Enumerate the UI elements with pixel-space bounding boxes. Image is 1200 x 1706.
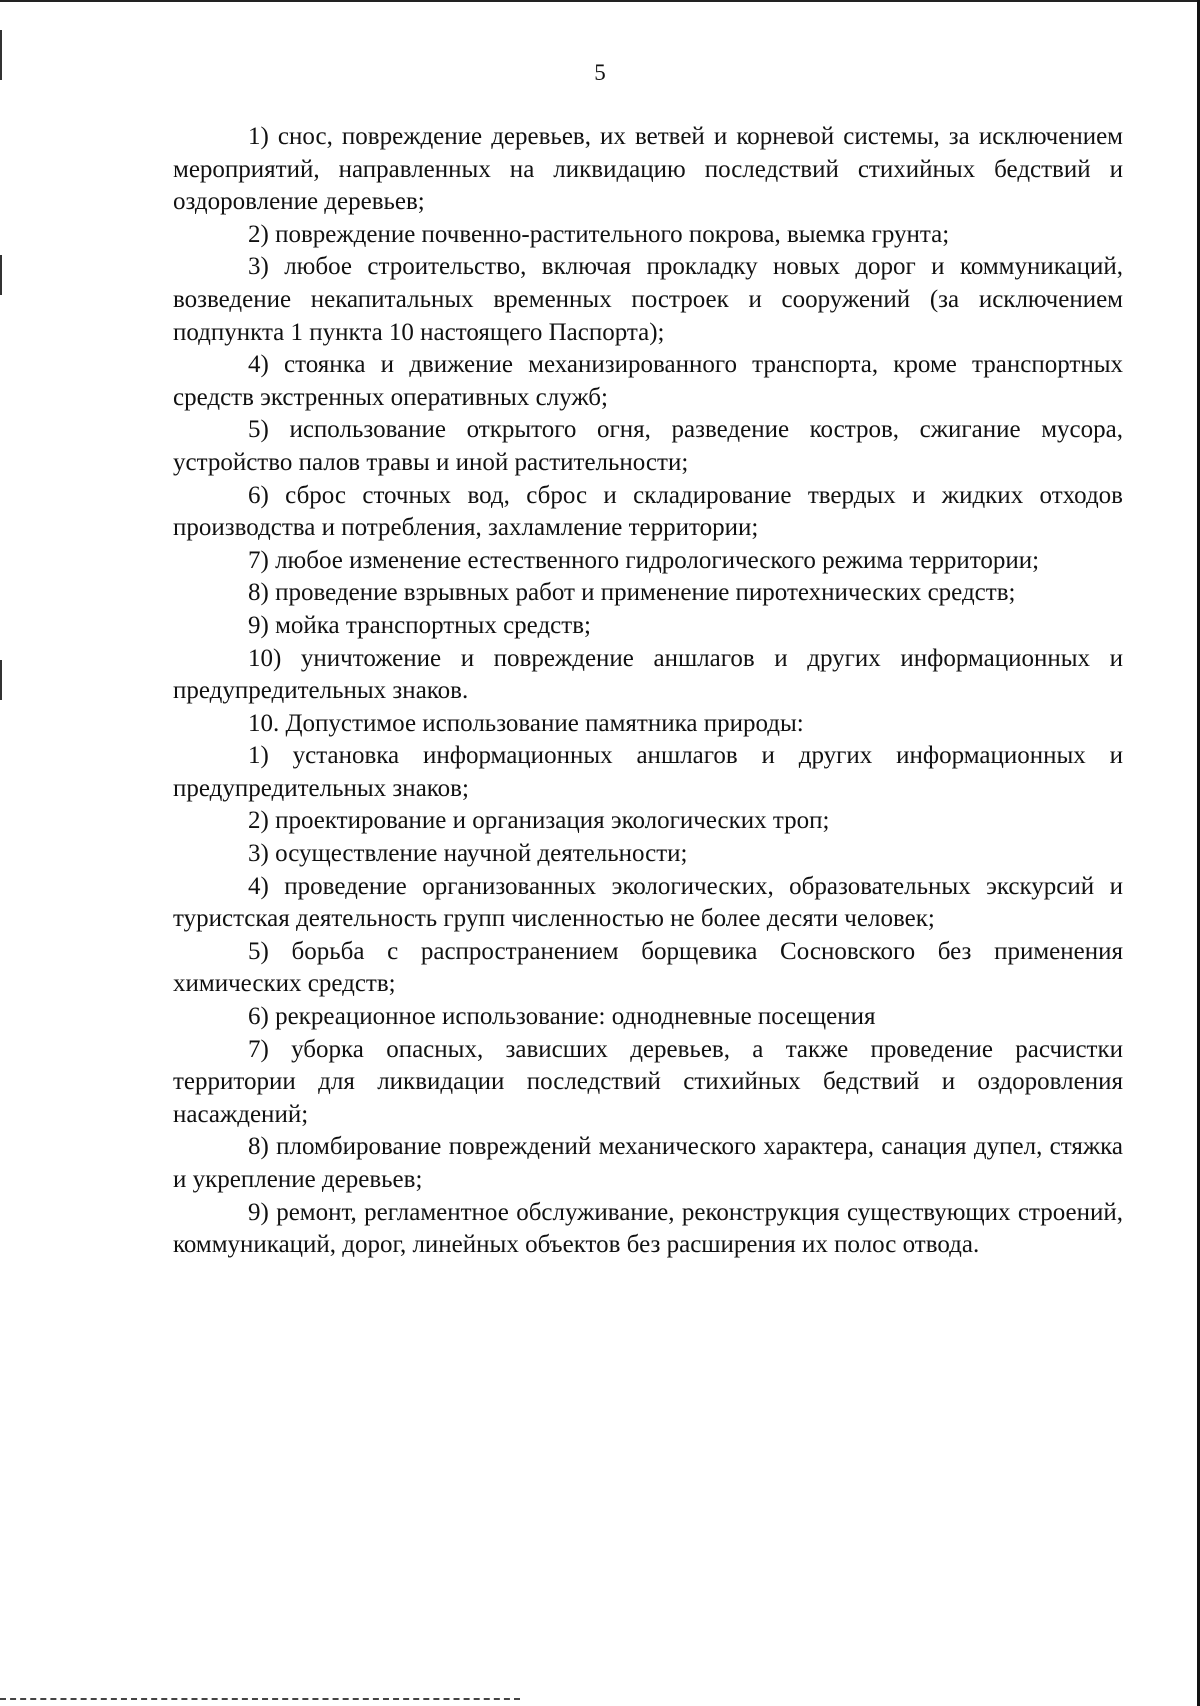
list-item: 6) рекреационное использование: однодневные посещения [248, 1003, 876, 1031]
scan-border-top [0, 0, 1200, 2]
scan-border-bottom [0, 1696, 520, 1700]
list-item: 4) стоянка и движение механизированного транспорта, кроме транспортных средств экстренных оперативных служб; [173, 351, 1123, 411]
list-item: 5) борьба с распространением борщевика Сосновского без применения химических средств; [173, 937, 1123, 998]
list-item: 8) пломбирование повреждений механического характера, санация дупел, стяжка и укрепление деревьев; [173, 1133, 1123, 1193]
scan-mark-left [0, 255, 2, 295]
list-item: 2) повреждение почвенно-растительного покрова, выемка грунта; [248, 220, 950, 248]
list-item: 3) любое строительство, включая прокладку новых дорог и коммуникаций, возведение некапитальных временных построек и сооружений (за исключением подпункта 1 пункта 10 настоящего Паспорта); [173, 253, 1123, 346]
list-item: 9) ремонт, регламентное обслуживание, реконструкция существующих строений, коммуникаций, дорог, линейных объектов без расширения их полос отвода. [173, 1198, 1123, 1259]
list-item: 9) мойка транспортных средств; [248, 611, 591, 639]
list-item: 8) проведение взрывных работ и применение пиротехнических средств; [248, 579, 1016, 607]
list-item: 3) осуществление научной деятельности; [248, 840, 688, 868]
document-body [173, 121, 1123, 1262]
page-number: 5 [594, 60, 606, 85]
section-heading: 10. Допустимое использование памятника природы: [248, 709, 804, 737]
list-item: 10) уничтожение и повреждение аншлагов и других информационных и предупредительных знаков. [173, 644, 1123, 705]
list-item: 5) использование открытого огня, разведение костров, сжигание мусора, устройство палов травы и иной растительности; [173, 416, 1123, 476]
scan-mark-left [0, 660, 2, 700]
list-item: 7) любое изменение естественного гидрологического режима территории; [248, 546, 1040, 574]
list-item: 7) уборка опасных, зависших деревьев, а также проведение расчистки территории для ликвидации последствий стихийных бедствий и оздоровления насаждений; [173, 1035, 1123, 1128]
list-item: 4) проведение организованных экологических, образовательных экскурсий и туристская деятельность групп численностью не более десяти человек; [173, 872, 1123, 933]
list-item: 1) установка информационных аншлагов и других информационных и предупредительных знаков; [173, 742, 1123, 802]
list-item: 6) сброс сточных вод, сброс и складирование твердых и жидких отходов производства и потребления, захламление территории; [173, 481, 1123, 542]
list-item: 1) снос, повреждение деревьев, их ветвей и корневой системы, за исключением мероприятий, направленных на ликвидацию последствий стихийных бедствий и оздоровление деревьев; [173, 123, 1123, 216]
list-item: 2) проектирование и организация экологических троп; [248, 807, 830, 835]
